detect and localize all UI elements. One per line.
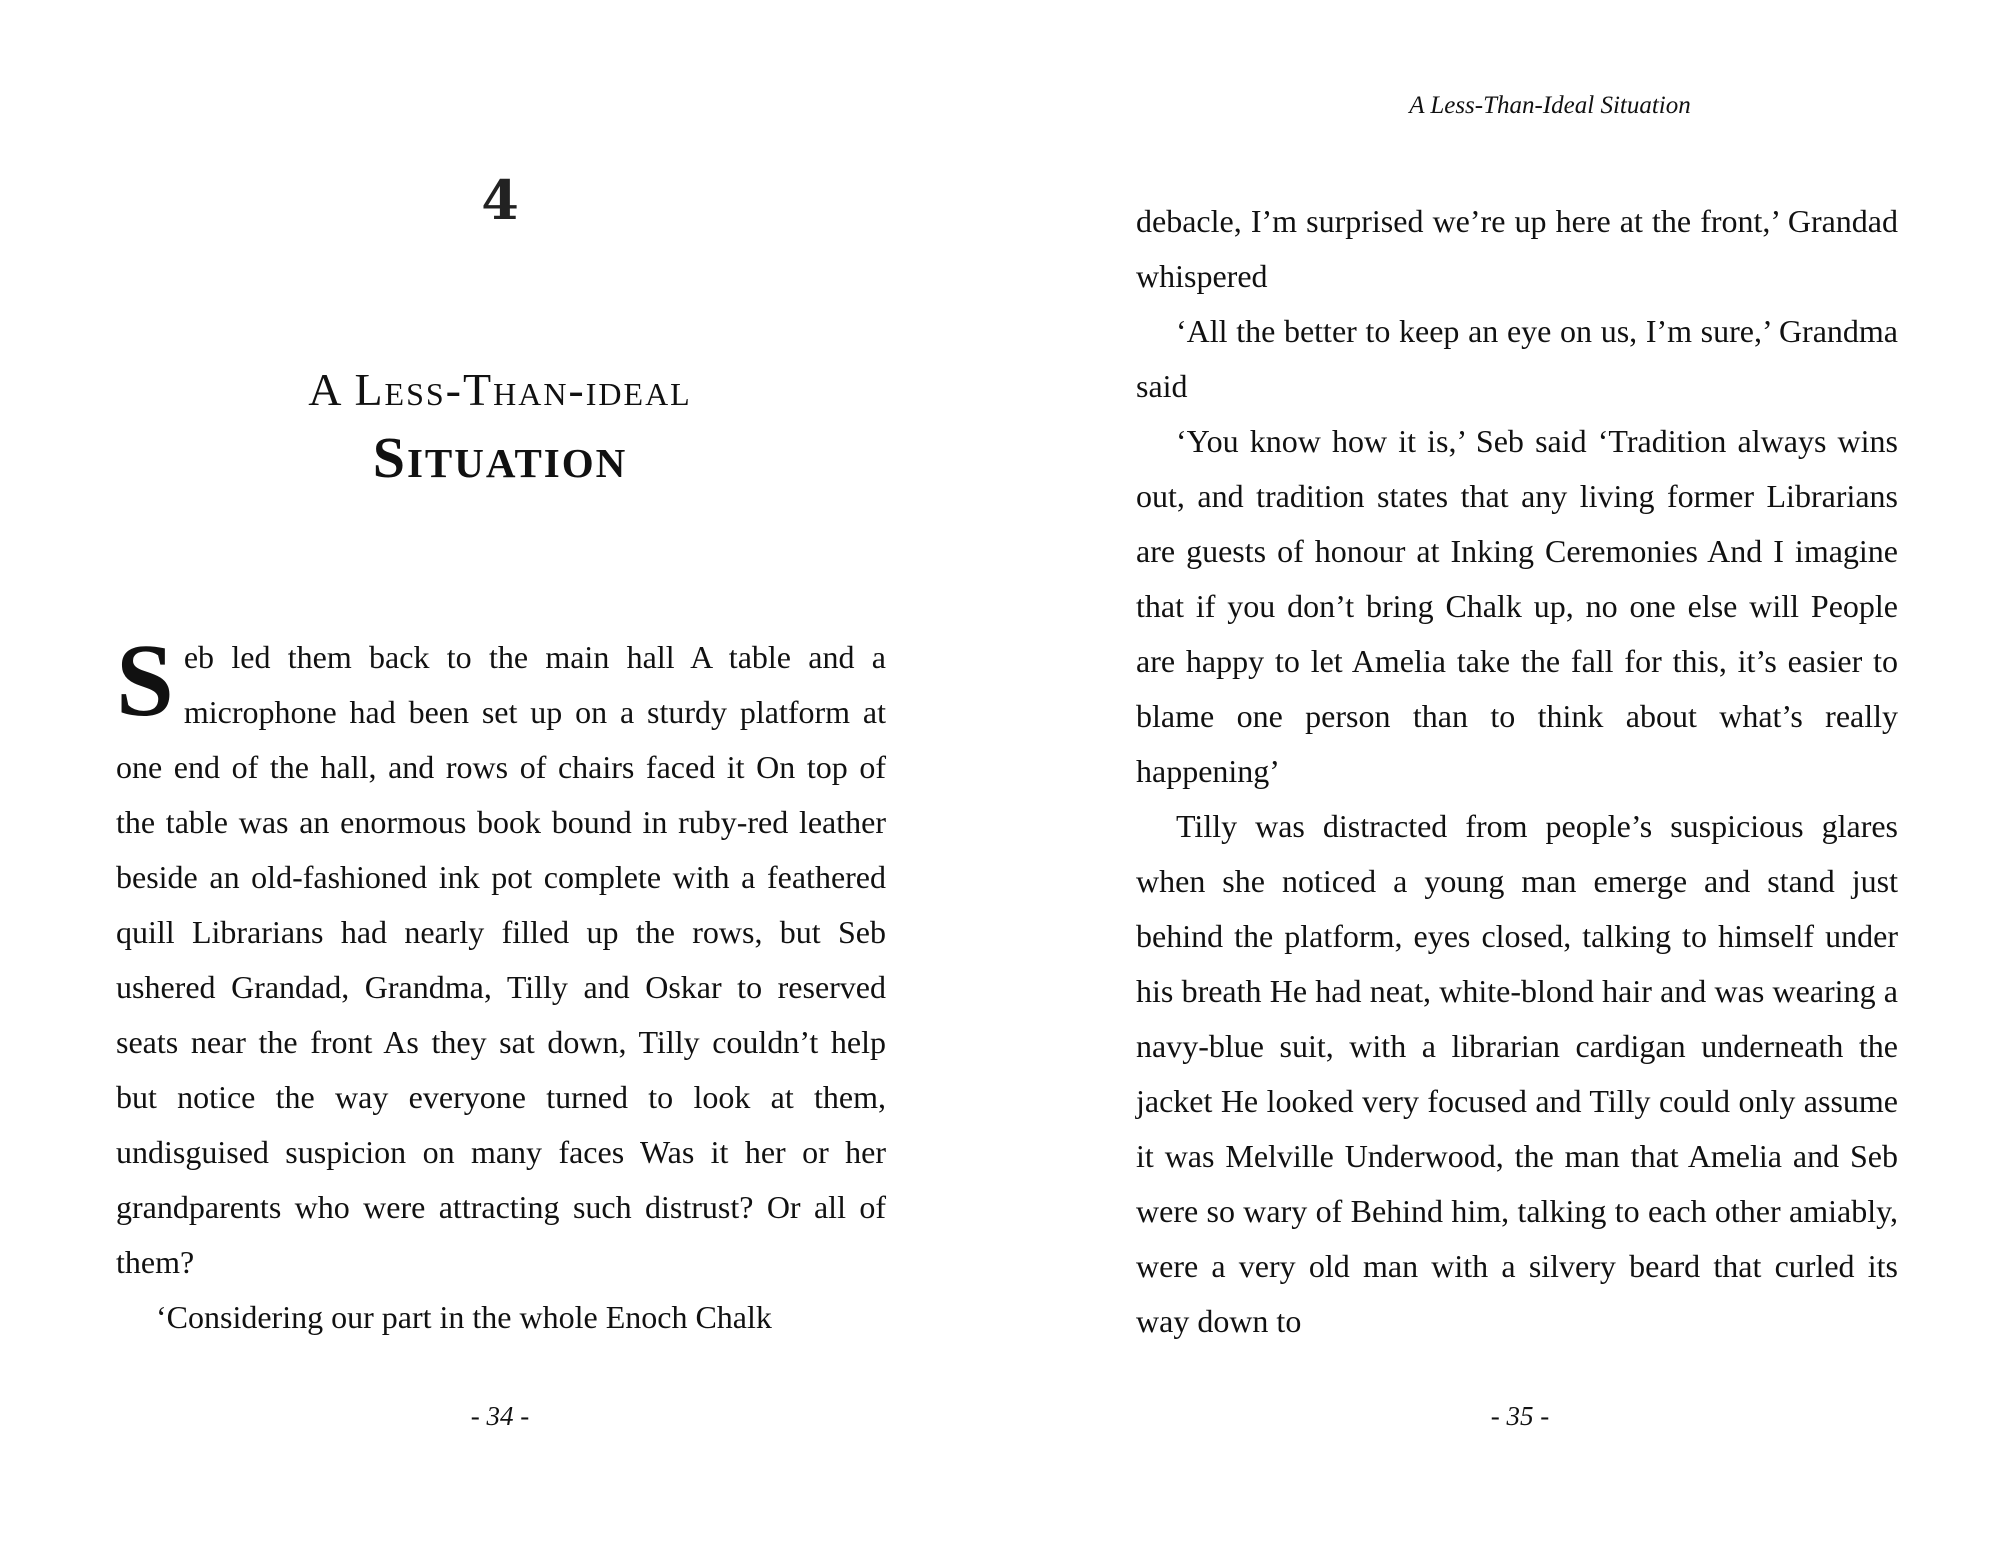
drop-cap: S (116, 623, 174, 738)
chapter-number: 4 (481, 168, 519, 232)
opening-paragraph (116, 623, 886, 1290)
page-number-left: - 34 - (470, 1401, 530, 1431)
chapter-title-line1: A Less-Than-ideal (308, 364, 692, 415)
running-head: A Less-Than-Ideal Situation (1409, 92, 1691, 119)
paragraph: debacle, I’m surprised we’re up here at the front,’ Grandad whispered (1136, 203, 1898, 294)
chapter-title-line2: Situation (372, 425, 628, 490)
left-page-body (116, 623, 886, 1345)
opening-paragraph-text: eb led them back to the main hall A table and a microphone had been set up on a sturdy platform at one end of the hall, and rows of chairs faced it On top of the table was an enormous book bound in ruby-red leather beside an old-fashioned ink pot complete with a feathered quill Librarians had nearly filled up the rows, but Seb ushered Grandad, Grandma, Tilly and Oskar to reserved seats near the front As they sat down, Tilly couldn’t help but notice the way everyone turned to look at them, undisguised suspicion on many faces Was it her or her grandparents who were attracting such distrust? Or all of them? (116, 639, 886, 1280)
paragraph: Tilly was distracted from people’s suspicious glares when she noticed a young man emerge and stand just behind the platform, eyes closed, talking to himself under his breath He had neat, white-blond hair and was wearing a navy-blue suit, with a librarian cardigan underneath the jacket He looked very focused and Tilly could only assume it was Melville Underwood, the man that Amelia and Seb were so wary of Behind him, talking to each other amiably, were a very old man with a silvery beard that curled its way down to (1136, 808, 1898, 1339)
right-page-body (1136, 194, 1898, 1349)
page-number-right: - 35 - (1490, 1401, 1550, 1431)
right-page (1000, 0, 2000, 1552)
paragraph: ‘All the better to keep an eye on us, I’m sure,’ Grandma said (1136, 313, 1898, 404)
chapter-title (150, 355, 850, 491)
paragraph: ‘You know how it is,’ Seb said ‘Tradition always wins out, and tradition states that any living former Librarians are guests of honour at Inking Ceremonies And I imagine that if you don’t bring Chalk up, no one else will People are happy to let Amelia take the fall for this, it’s easier to blame one person than to think about what’s really happening’ (1136, 423, 1898, 789)
paragraph: ‘Considering our part in the whole Enoch Chalk (156, 1299, 772, 1335)
